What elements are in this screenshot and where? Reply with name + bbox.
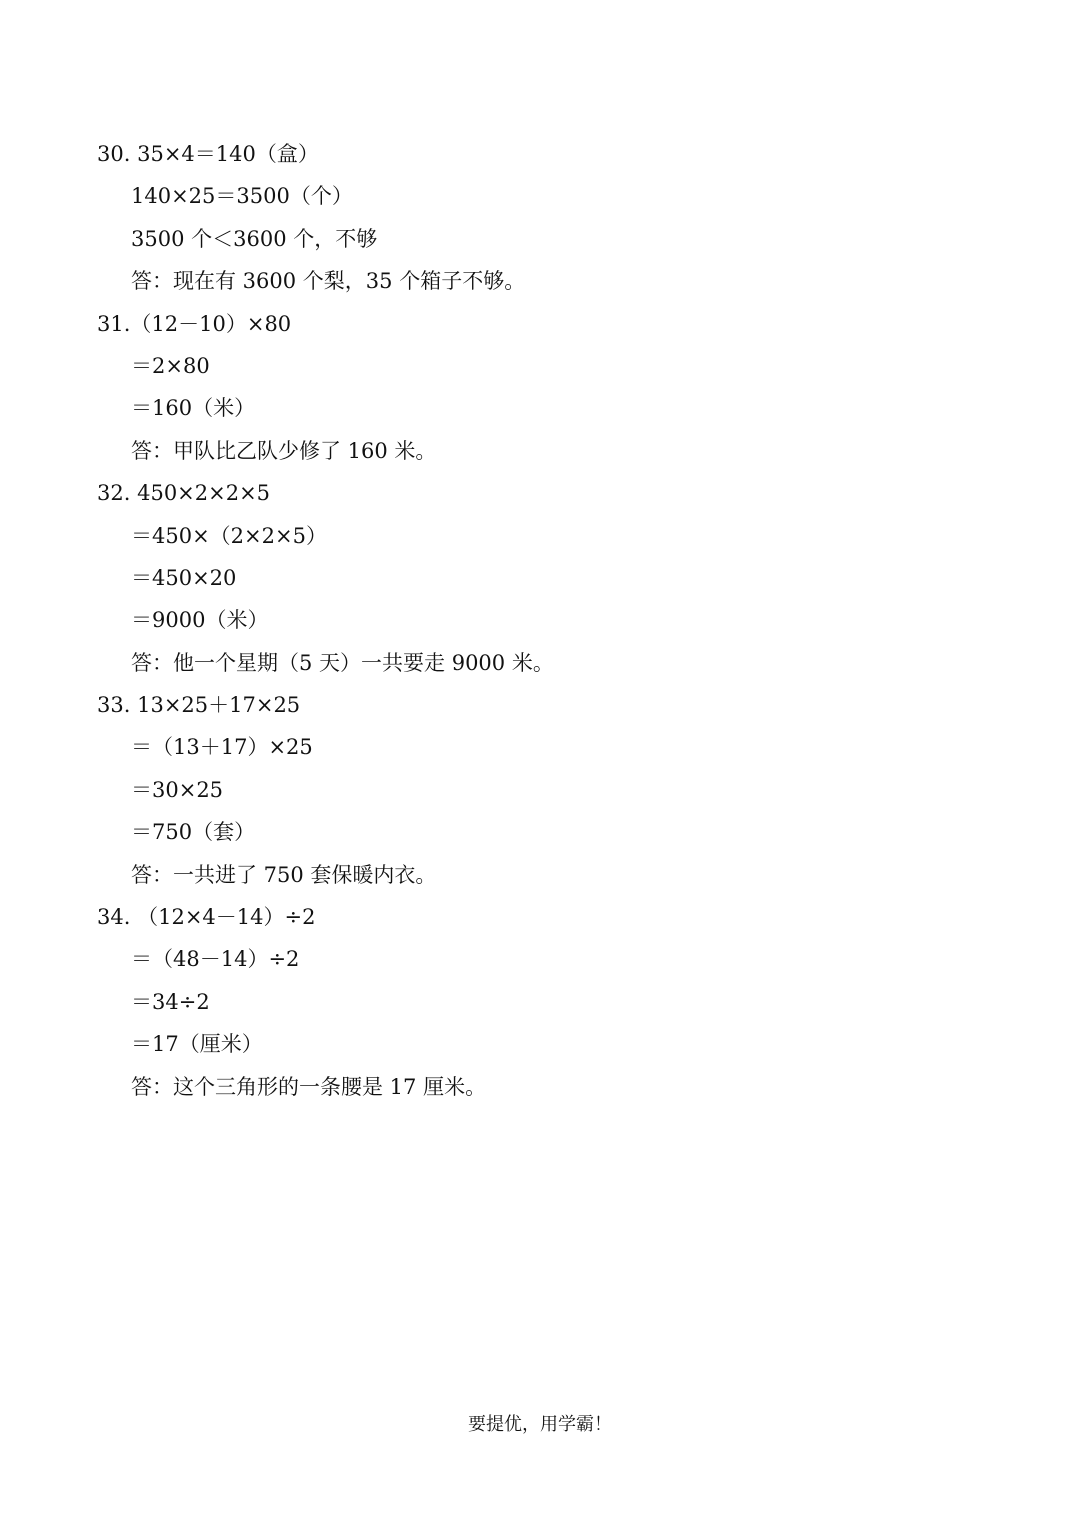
problem-expression: 35×4＝140（盒） [137,142,319,166]
problem-expression: 450×2×2×5 [137,481,271,506]
problem-number: 31. [97,311,131,336]
problem-31 [97,303,997,473]
problem-head [97,896,997,938]
problem-number: 30. [97,142,131,166]
solution-step: ＝34÷2 [131,989,210,1014]
solution-step: ＝30×25 [131,777,224,802]
solution-step: ＝2×80 [131,353,210,378]
solution-step: ＝750（套） [131,820,256,845]
problem-head [97,133,997,175]
footer-slogan: 要提优，用学霸！ [468,1414,612,1435]
solution-step: ＝（48－14）÷2 [131,947,300,972]
solution-step: ＝17（厘米） [131,1032,263,1057]
answer-line: 答：一共进了 750 套保暖内衣。 [131,862,437,887]
solution-step: ＝450×（2×2×5） [131,523,327,548]
problem-number: 34. [97,905,131,930]
solution-step: 3500 个＜3600 个，不够 [131,226,378,251]
problem-30 [97,133,997,303]
answer-line: 答：这个三角形的一条腰是 17 厘米。 [131,1074,487,1099]
problem-head [97,472,997,514]
problem-expression: （12－10）×80 [130,311,292,336]
problem-number: 32. [97,481,131,506]
solution-step: 140×25＝3500（个） [131,184,353,209]
solution-step: ＝9000（米） [131,608,269,633]
problem-number: 33. [97,693,131,718]
answer-line: 答：甲队比乙队少修了 160 米。 [131,438,437,463]
answer-line: 答：他一个星期（5 天）一共要走 9000 米。 [131,650,554,675]
solution-step: ＝（13＋17）×25 [131,735,313,760]
problem-34 [97,896,997,1108]
problem-head [97,303,997,345]
answer-line: 答：现在有 3600 个梨，35 个箱子不够。 [131,269,526,294]
solution-step: ＝160（米） [131,396,256,421]
problem-expression: （12×4－14）÷2 [137,905,316,930]
answer-list [97,133,997,1108]
problem-32 [97,472,997,684]
problem-head [97,684,997,726]
problem-33 [97,684,997,896]
problem-expression: 13×25＋17×25 [137,693,301,718]
solution-step: ＝450×20 [131,565,237,590]
